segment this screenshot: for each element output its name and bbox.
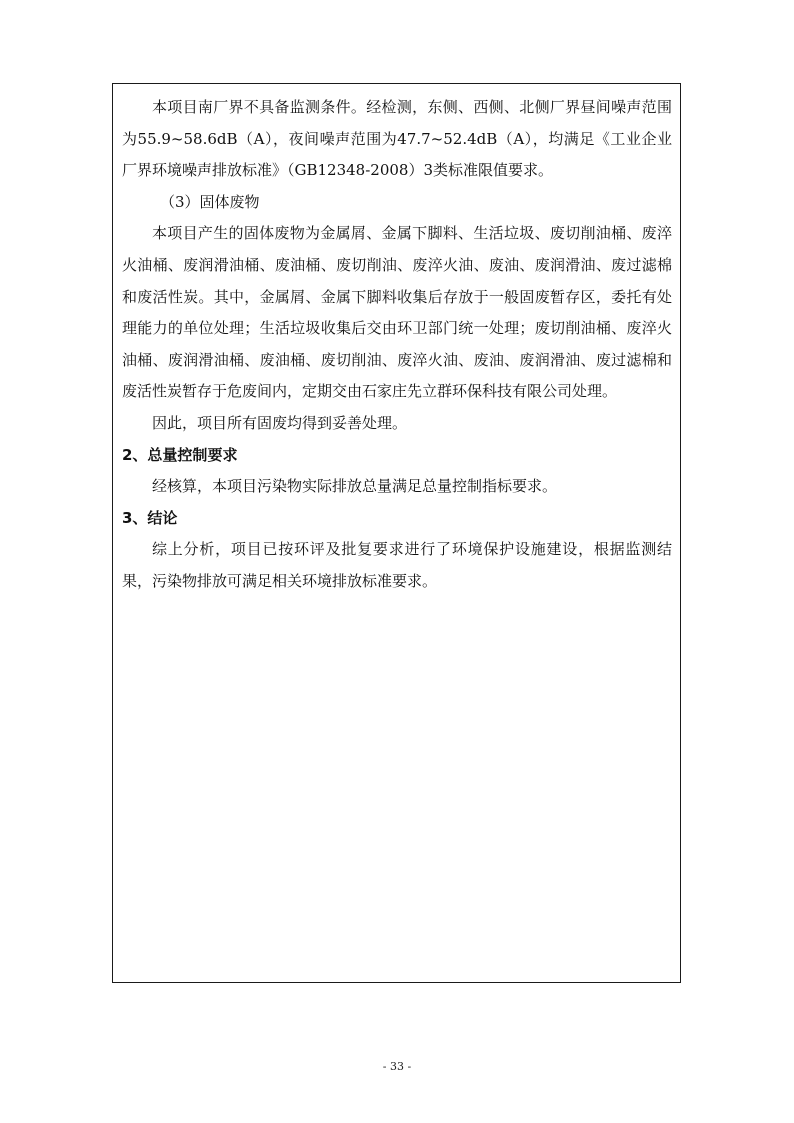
- solid-waste-conclusion: 因此，项目所有固废均得到妥善处理。: [152, 413, 408, 432]
- conclusion-heading: 3、结论: [122, 508, 178, 527]
- solid-waste-heading: （3）固体废物: [160, 192, 260, 211]
- total-control-heading: 2、总量控制要求: [122, 445, 238, 464]
- page-number: - 33 -: [382, 1060, 412, 1073]
- content-table-cell: [112, 83, 681, 983]
- report-content: [113, 84, 680, 598]
- total-control-paragraph: 经核算，本项目污染物实际排放总量满足总量控制指标要求。: [152, 477, 558, 496]
- solid-waste-paragraph: 本项目产生的固体废物为金属屑、金属下脚料、生活垃圾、废切削油桶、废淬火油桶、废润滑油桶、废油桶、废切削油、废淬火油、废油、废润滑油、废过滤棉和废活性炭。其中，金属屑、金属下脚料收集后存放于一般固废暂存区，委托有处理能力的单位处理；生活垃圾收集后交由环卫部门统一处理；废切削油桶、废淬火油桶、废润滑油桶、废油桶、废切削油、废淬火油、废油、废润滑油、废过滤棉和废活性炭暂存于危废间内，定期交由石家庄先立群环保科技有限公司处理。: [122, 224, 672, 401]
- conclusion-paragraph: 综上分析，项目已按环评及批复要求进行了环境保护设施建设，根据监测结果，污染物排放可满足相关环境排放标准要求。: [122, 540, 672, 590]
- noise-paragraph: 本项目南厂界不具备监测条件。经检测，东侧、西侧、北侧厂界昼间噪声范围为55.9~58.6dB（A），夜间噪声范围为47.7~52.4dB（A），均满足《工业企业厂界环境噪声排放标准》（GB12348-2008）3类标准限值要求。: [122, 98, 672, 180]
